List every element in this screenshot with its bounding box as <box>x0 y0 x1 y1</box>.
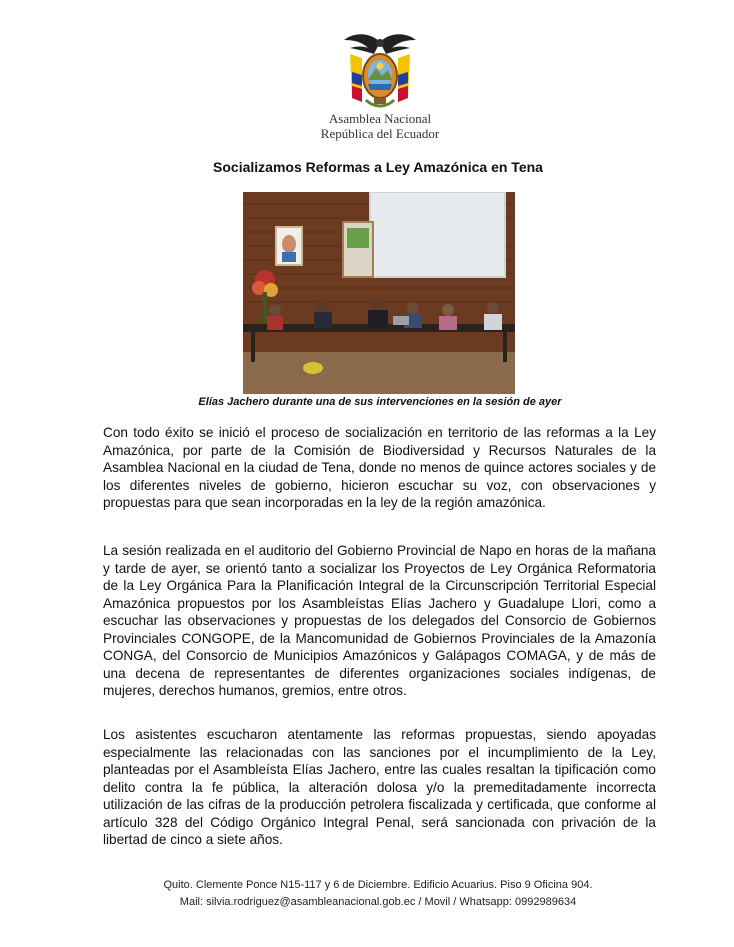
session-photo <box>243 192 515 394</box>
organization-name-line2: República del Ecuador <box>320 126 440 141</box>
organization-name-line1: Asamblea Nacional <box>328 111 432 126</box>
body-paragraph-1: Con todo éxito se inició el proceso de socialización en territorio de las reformas a la Ley Amazónica, por parte de la Comisión de Biodiversidad y Recursos Naturales de la Asamblea Nacional en la ciudad de Tena, donde no menos de quince actores sociales y de los diferentes niveles de gobierno, hicieron escuchar su voz, con observaciones y propuestas para que sean incorporadas en la ley de la región amazónica. <box>103 425 656 510</box>
footer <box>100 877 656 911</box>
body-paragraph-3: Los asistentes escucharon atentamente las reformas propuestas, siendo apoyadas especialmente las relacionadas con las sanciones por el incumplimiento de la Ley, planteadas por el Asambleísta Elías Jachero, entre las cuales resaltan la tipificación como delito contra la fe pública, la alteración dolosa y/o la premeditadamente incorrecta utilización de las cifras de la producción petrolera fiscalizada y certificada, que conforme al artículo 328 del Código Orgánico Integral Penal, será sancionada con privación de la libertad de cinco a siete años. <box>103 727 656 847</box>
footer-contact: Mail: silvia.rodriguez@asambleanacional.gob.ec / Movil / Whatsapp: 0992989634 <box>179 896 577 908</box>
organization-name <box>280 111 480 141</box>
document-title: Socializamos Reformas a Ley Amazónica en Tena <box>213 159 543 175</box>
photo-caption: Elías Jachero durante una de sus intervenciones en la sesión de ayer <box>198 396 562 408</box>
body-paragraph-2: La sesión realizada en el auditorio del Gobierno Provincial de Napo en horas de la mañana y tarde de ayer, se orientó tanto a socializar los Proyectos de Ley Orgánica Reformatoria de la Ley Orgánica Para la Planificación Integral de la Circunscripción Territorial Especial Amazónica propuestos por los Asambleístas Elías Jachero y Guadalupe Llori, como a escuchar las observaciones y propuestas de los delegados del Consorcio de Gobiernos Provinciales CONGOPE, de la Mancomunidad de Gobiernos Provinciales de la Amazonía CONGA, del Consorcio de Municipios Amazónicos y Galápagos COMAGA, y de más de una decena de representantes de diferentes organizaciones sociales indígenas, de mujeres, derechos humanos, gremios, entre otros. <box>103 543 656 698</box>
coat-of-arms-logo <box>340 28 420 110</box>
footer-address: Quito. Clemente Ponce N15-117 y 6 de Diciembre. Edificio Acuarius. Piso 9 Oficina 904. <box>163 879 593 891</box>
